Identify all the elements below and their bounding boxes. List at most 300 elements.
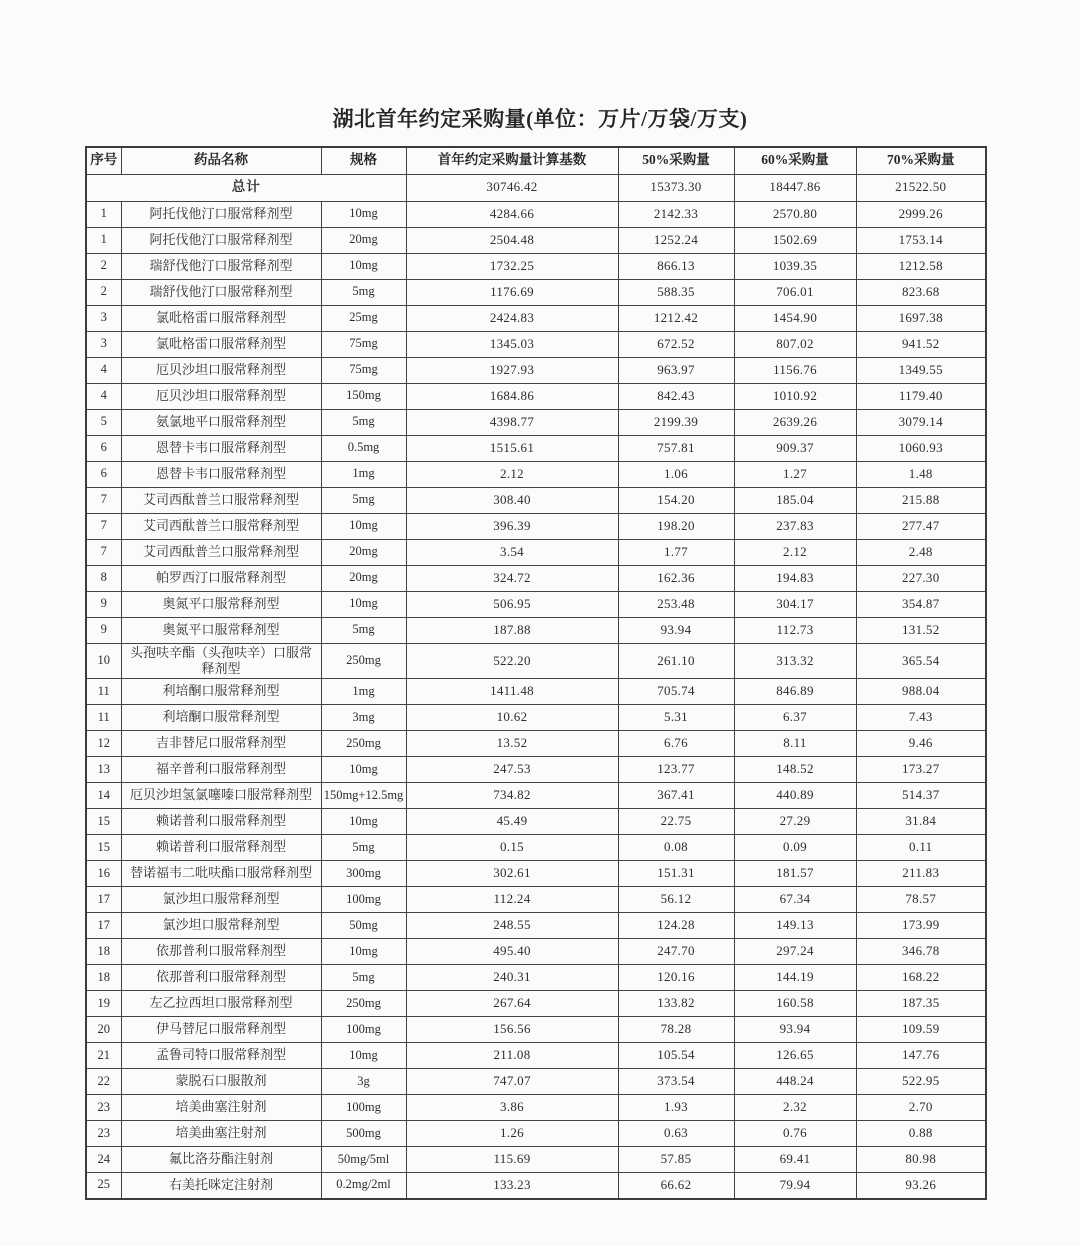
cell-60pct-volume: 1039.35 (734, 253, 856, 279)
cell-spec: 20mg (321, 227, 406, 253)
cell-spec: 20mg (321, 539, 406, 565)
cell-60pct-volume: 1454.90 (734, 305, 856, 331)
cell-spec: 10mg (321, 201, 406, 227)
cell-70pct-volume: 941.52 (856, 331, 986, 357)
cell-drug-name: 帕罗西汀口服常释剂型 (121, 565, 321, 591)
cell-60pct-volume: 1.27 (734, 461, 856, 487)
table-row (86, 591, 986, 617)
cell-drug-name: 厄贝沙坦口服常释剂型 (121, 383, 321, 409)
cell-spec: 20mg (321, 565, 406, 591)
cell-spec: 5mg (321, 279, 406, 305)
table-row (86, 643, 986, 679)
cell-50pct-volume: 93.94 (618, 617, 734, 643)
cell-drug-name: 阿托伐他汀口服常释剂型 (121, 227, 321, 253)
cell-70pct-volume: 93.26 (856, 1173, 986, 1199)
cell-base-volume: 4284.66 (406, 201, 618, 227)
table-body (86, 174, 986, 1199)
table-row (86, 1121, 986, 1147)
table-row (86, 305, 986, 331)
cell-base-volume: 1345.03 (406, 331, 618, 357)
cell-70pct-volume: 168.22 (856, 965, 986, 991)
cell-drug-name: 艾司西酞普兰口服常释剂型 (121, 539, 321, 565)
cell-50pct-volume: 253.48 (618, 591, 734, 617)
cell-60pct-volume: 160.58 (734, 991, 856, 1017)
cell-50pct-volume: 57.85 (618, 1147, 734, 1173)
cell-serial-number: 3 (86, 331, 121, 357)
table-row (86, 1043, 986, 1069)
cell-drug-name: 培美曲塞注射剂 (121, 1095, 321, 1121)
cell-base-volume: 747.07 (406, 1069, 618, 1095)
cell-70pct-volume: 1753.14 (856, 227, 986, 253)
cell-60pct-volume: 93.94 (734, 1017, 856, 1043)
cell-60pct-volume: 67.34 (734, 887, 856, 913)
cell-drug-name: 右美托咪定注射剂 (121, 1173, 321, 1199)
cell-60pct-volume: 1156.76 (734, 357, 856, 383)
cell-base-volume: 1411.48 (406, 679, 618, 705)
cell-spec: 3mg (321, 705, 406, 731)
table-row (86, 201, 986, 227)
cell-60pct-volume: 1010.92 (734, 383, 856, 409)
cell-spec: 75mg (321, 357, 406, 383)
table-row (86, 1017, 986, 1043)
cell-50pct-volume: 154.20 (618, 487, 734, 513)
table-row (86, 279, 986, 305)
cell-50pct-volume: 56.12 (618, 887, 734, 913)
cell-60pct-volume: 27.29 (734, 809, 856, 835)
cell-serial-number: 2 (86, 279, 121, 305)
cell-50pct-volume: 373.54 (618, 1069, 734, 1095)
cell-60pct-volume: 126.65 (734, 1043, 856, 1069)
cell-60pct-volume: 440.89 (734, 783, 856, 809)
table-row (86, 383, 986, 409)
cell-70pct-volume: 2.48 (856, 539, 986, 565)
cell-drug-name: 吉非替尼口服常释剂型 (121, 731, 321, 757)
cell-serial-number: 17 (86, 887, 121, 913)
cell-60pct-volume: 112.73 (734, 617, 856, 643)
cell-drug-name: 依那普利口服常释剂型 (121, 939, 321, 965)
cell-serial-number: 4 (86, 383, 121, 409)
cell-serial-number: 24 (86, 1147, 121, 1173)
cell-spec: 5mg (321, 965, 406, 991)
cell-serial-number: 7 (86, 513, 121, 539)
table-row (86, 487, 986, 513)
cell-serial-number: 19 (86, 991, 121, 1017)
table-row (86, 331, 986, 357)
cell-70pct-volume: 80.98 (856, 1147, 986, 1173)
cell-drug-name: 福辛普利口服常释剂型 (121, 757, 321, 783)
table-row (86, 887, 986, 913)
cell-50pct-volume: 120.16 (618, 965, 734, 991)
cell-spec: 10mg (321, 591, 406, 617)
cell-70pct-volume: 2.70 (856, 1095, 986, 1121)
cell-serial-number: 3 (86, 305, 121, 331)
cell-60pct-volume: 69.41 (734, 1147, 856, 1173)
cell-50pct-volume: 1.77 (618, 539, 734, 565)
cell-70pct-volume: 354.87 (856, 591, 986, 617)
cell-base-volume: 1732.25 (406, 253, 618, 279)
cell-60pct-volume: 313.32 (734, 643, 856, 679)
cell-serial-number: 9 (86, 591, 121, 617)
cell-50pct-volume: 6.76 (618, 731, 734, 757)
cell-50pct-volume: 247.70 (618, 939, 734, 965)
cell-spec: 10mg (321, 809, 406, 835)
total-row (86, 174, 986, 201)
cell-serial-number: 6 (86, 461, 121, 487)
cell-60pct-volume: 304.17 (734, 591, 856, 617)
cell-drug-name: 艾司西酞普兰口服常释剂型 (121, 513, 321, 539)
cell-base-volume: 115.69 (406, 1147, 618, 1173)
cell-50pct-volume: 367.41 (618, 783, 734, 809)
cell-70pct-volume: 823.68 (856, 279, 986, 305)
table-header (86, 147, 986, 174)
col-header-base-volume: 首年约定采购量计算基数 (406, 147, 618, 174)
cell-drug-name: 头孢呋辛酯（头孢呋辛）口服常释剂型 (121, 643, 321, 679)
cell-base-volume: 4398.77 (406, 409, 618, 435)
cell-spec: 250mg (321, 731, 406, 757)
cell-drug-name: 左乙拉西坦口服常释剂型 (121, 991, 321, 1017)
cell-50pct-volume: 842.43 (618, 383, 734, 409)
cell-serial-number: 18 (86, 965, 121, 991)
cell-serial-number: 7 (86, 539, 121, 565)
cell-70pct-volume: 522.95 (856, 1069, 986, 1095)
cell-serial-number: 15 (86, 835, 121, 861)
cell-total-70pct: 21522.50 (856, 174, 986, 201)
cell-drug-name: 氯吡格雷口服常释剂型 (121, 331, 321, 357)
cell-60pct-volume: 144.19 (734, 965, 856, 991)
cell-serial-number: 11 (86, 679, 121, 705)
cell-spec: 3g (321, 1069, 406, 1095)
cell-50pct-volume: 22.75 (618, 809, 734, 835)
cell-70pct-volume: 227.30 (856, 565, 986, 591)
cell-50pct-volume: 672.52 (618, 331, 734, 357)
cell-50pct-volume: 198.20 (618, 513, 734, 539)
cell-base-volume: 308.40 (406, 487, 618, 513)
cell-spec: 0.2mg/2ml (321, 1173, 406, 1199)
cell-60pct-volume: 237.83 (734, 513, 856, 539)
col-header-70pct-volume: 70%采购量 (856, 147, 986, 174)
cell-drug-name: 恩替卡韦口服常释剂型 (121, 461, 321, 487)
cell-serial-number: 17 (86, 913, 121, 939)
cell-base-volume: 506.95 (406, 591, 618, 617)
cell-serial-number: 22 (86, 1069, 121, 1095)
table-row (86, 617, 986, 643)
cell-spec: 50mg (321, 913, 406, 939)
cell-60pct-volume: 909.37 (734, 435, 856, 461)
col-header-50pct-volume: 50%采购量 (618, 147, 734, 174)
cell-spec: 100mg (321, 1017, 406, 1043)
cell-serial-number: 10 (86, 643, 121, 679)
cell-spec: 5mg (321, 409, 406, 435)
cell-drug-name: 奥氮平口服常释剂型 (121, 591, 321, 617)
cell-base-volume: 3.86 (406, 1095, 618, 1121)
cell-drug-name: 厄贝沙坦口服常释剂型 (121, 357, 321, 383)
cell-50pct-volume: 0.08 (618, 835, 734, 861)
cell-60pct-volume: 1502.69 (734, 227, 856, 253)
cell-drug-name: 氟比洛芬酯注射剂 (121, 1147, 321, 1173)
cell-base-volume: 45.49 (406, 809, 618, 835)
cell-base-volume: 522.20 (406, 643, 618, 679)
cell-70pct-volume: 215.88 (856, 487, 986, 513)
cell-60pct-volume: 149.13 (734, 913, 856, 939)
cell-serial-number: 12 (86, 731, 121, 757)
cell-drug-name: 瑞舒伐他汀口服常释剂型 (121, 279, 321, 305)
cell-70pct-volume: 147.76 (856, 1043, 986, 1069)
cell-drug-name: 利培酮口服常释剂型 (121, 679, 321, 705)
cell-60pct-volume: 185.04 (734, 487, 856, 513)
cell-70pct-volume: 1349.55 (856, 357, 986, 383)
cell-base-volume: 2424.83 (406, 305, 618, 331)
table-row (86, 1069, 986, 1095)
cell-serial-number: 14 (86, 783, 121, 809)
cell-drug-name: 奥氮平口服常释剂型 (121, 617, 321, 643)
cell-serial-number: 25 (86, 1173, 121, 1199)
cell-70pct-volume: 3079.14 (856, 409, 986, 435)
cell-70pct-volume: 346.78 (856, 939, 986, 965)
cell-50pct-volume: 757.81 (618, 435, 734, 461)
cell-50pct-volume: 78.28 (618, 1017, 734, 1043)
cell-serial-number: 20 (86, 1017, 121, 1043)
cell-spec: 25mg (321, 305, 406, 331)
cell-spec: 5mg (321, 835, 406, 861)
cell-60pct-volume: 807.02 (734, 331, 856, 357)
table-row (86, 1095, 986, 1121)
cell-70pct-volume: 109.59 (856, 1017, 986, 1043)
cell-50pct-volume: 2142.33 (618, 201, 734, 227)
cell-base-volume: 187.88 (406, 617, 618, 643)
cell-50pct-volume: 162.36 (618, 565, 734, 591)
cell-drug-name: 蒙脱石口服散剂 (121, 1069, 321, 1095)
cell-serial-number: 9 (86, 617, 121, 643)
cell-drug-name: 替诺福韦二吡呋酯口服常释剂型 (121, 861, 321, 887)
cell-serial-number: 4 (86, 357, 121, 383)
table-row (86, 913, 986, 939)
cell-60pct-volume: 0.09 (734, 835, 856, 861)
cell-60pct-volume: 181.57 (734, 861, 856, 887)
cell-70pct-volume: 0.11 (856, 835, 986, 861)
table-row (86, 357, 986, 383)
cell-base-volume: 10.62 (406, 705, 618, 731)
cell-drug-name: 氨氯地平口服常释剂型 (121, 409, 321, 435)
cell-serial-number: 1 (86, 201, 121, 227)
table-row (86, 513, 986, 539)
cell-70pct-volume: 277.47 (856, 513, 986, 539)
cell-spec: 0.5mg (321, 435, 406, 461)
cell-base-volume: 13.52 (406, 731, 618, 757)
cell-serial-number: 6 (86, 435, 121, 461)
cell-base-volume: 2.12 (406, 461, 618, 487)
cell-70pct-volume: 1.48 (856, 461, 986, 487)
cell-60pct-volume: 2639.26 (734, 409, 856, 435)
cell-base-volume: 1176.69 (406, 279, 618, 305)
cell-drug-name: 赖诺普利口服常释剂型 (121, 809, 321, 835)
cell-spec: 10mg (321, 513, 406, 539)
cell-serial-number: 11 (86, 705, 121, 731)
cell-spec: 5mg (321, 487, 406, 513)
cell-drug-name: 氯沙坦口服常释剂型 (121, 913, 321, 939)
cell-spec: 50mg/5ml (321, 1147, 406, 1173)
cell-70pct-volume: 31.84 (856, 809, 986, 835)
cell-base-volume: 0.15 (406, 835, 618, 861)
cell-base-volume: 247.53 (406, 757, 618, 783)
cell-drug-name: 厄贝沙坦氢氯噻嗪口服常释剂型 (121, 783, 321, 809)
cell-spec: 150mg+12.5mg (321, 783, 406, 809)
cell-drug-name: 孟鲁司特口服常释剂型 (121, 1043, 321, 1069)
cell-serial-number: 7 (86, 487, 121, 513)
cell-base-volume: 1927.93 (406, 357, 618, 383)
procurement-table (85, 146, 987, 1200)
cell-50pct-volume: 105.54 (618, 1043, 734, 1069)
cell-spec: 100mg (321, 1095, 406, 1121)
cell-50pct-volume: 963.97 (618, 357, 734, 383)
cell-base-volume: 112.24 (406, 887, 618, 913)
cell-70pct-volume: 0.88 (856, 1121, 986, 1147)
cell-70pct-volume: 1060.93 (856, 435, 986, 461)
cell-50pct-volume: 1252.24 (618, 227, 734, 253)
cell-base-volume: 302.61 (406, 861, 618, 887)
cell-60pct-volume: 297.24 (734, 939, 856, 965)
cell-60pct-volume: 2.12 (734, 539, 856, 565)
cell-base-volume: 156.56 (406, 1017, 618, 1043)
cell-base-volume: 3.54 (406, 539, 618, 565)
cell-60pct-volume: 2570.80 (734, 201, 856, 227)
table-row (86, 461, 986, 487)
cell-70pct-volume: 2999.26 (856, 201, 986, 227)
cell-50pct-volume: 124.28 (618, 913, 734, 939)
cell-50pct-volume: 2199.39 (618, 409, 734, 435)
cell-drug-name: 赖诺普利口服常释剂型 (121, 835, 321, 861)
cell-60pct-volume: 846.89 (734, 679, 856, 705)
header-row (86, 147, 986, 174)
cell-spec: 10mg (321, 939, 406, 965)
cell-50pct-volume: 1.06 (618, 461, 734, 487)
cell-serial-number: 15 (86, 809, 121, 835)
cell-70pct-volume: 9.46 (856, 731, 986, 757)
table-row (86, 253, 986, 279)
cell-60pct-volume: 6.37 (734, 705, 856, 731)
cell-serial-number: 23 (86, 1095, 121, 1121)
table-row (86, 435, 986, 461)
table-row (86, 731, 986, 757)
cell-spec: 250mg (321, 643, 406, 679)
cell-70pct-volume: 173.99 (856, 913, 986, 939)
cell-60pct-volume: 0.76 (734, 1121, 856, 1147)
col-header-60pct-volume: 60%采购量 (734, 147, 856, 174)
cell-50pct-volume: 588.35 (618, 279, 734, 305)
table-row (86, 783, 986, 809)
cell-base-volume: 1515.61 (406, 435, 618, 461)
cell-total-50pct: 15373.30 (618, 174, 734, 201)
cell-60pct-volume: 448.24 (734, 1069, 856, 1095)
cell-drug-name: 瑞舒伐他汀口服常释剂型 (121, 253, 321, 279)
cell-50pct-volume: 5.31 (618, 705, 734, 731)
cell-70pct-volume: 514.37 (856, 783, 986, 809)
cell-drug-name: 恩替卡韦口服常释剂型 (121, 435, 321, 461)
cell-serial-number: 18 (86, 939, 121, 965)
cell-spec: 300mg (321, 861, 406, 887)
cell-70pct-volume: 78.57 (856, 887, 986, 913)
table-row (86, 679, 986, 705)
cell-drug-name: 氯沙坦口服常释剂型 (121, 887, 321, 913)
cell-70pct-volume: 211.83 (856, 861, 986, 887)
cell-50pct-volume: 866.13 (618, 253, 734, 279)
cell-drug-name: 利培酮口服常释剂型 (121, 705, 321, 731)
cell-spec: 1mg (321, 461, 406, 487)
cell-50pct-volume: 1212.42 (618, 305, 734, 331)
cell-drug-name: 培美曲塞注射剂 (121, 1121, 321, 1147)
cell-spec: 10mg (321, 757, 406, 783)
cell-70pct-volume: 7.43 (856, 705, 986, 731)
cell-spec: 150mg (321, 383, 406, 409)
cell-spec: 75mg (321, 331, 406, 357)
cell-spec: 10mg (321, 1043, 406, 1069)
cell-60pct-volume: 194.83 (734, 565, 856, 591)
cell-50pct-volume: 151.31 (618, 861, 734, 887)
cell-base-volume: 1.26 (406, 1121, 618, 1147)
cell-drug-name: 艾司西酞普兰口服常释剂型 (121, 487, 321, 513)
cell-spec: 10mg (321, 253, 406, 279)
cell-spec: 250mg (321, 991, 406, 1017)
cell-serial-number: 23 (86, 1121, 121, 1147)
cell-drug-name: 伊马替尼口服常释剂型 (121, 1017, 321, 1043)
cell-70pct-volume: 1179.40 (856, 383, 986, 409)
cell-50pct-volume: 1.93 (618, 1095, 734, 1121)
cell-total-base-volume: 30746.42 (406, 174, 618, 201)
table-row (86, 1173, 986, 1199)
cell-spec: 500mg (321, 1121, 406, 1147)
cell-base-volume: 324.72 (406, 565, 618, 591)
cell-drug-name: 氯吡格雷口服常释剂型 (121, 305, 321, 331)
cell-70pct-volume: 988.04 (856, 679, 986, 705)
table-row (86, 939, 986, 965)
cell-serial-number: 2 (86, 253, 121, 279)
cell-70pct-volume: 1212.58 (856, 253, 986, 279)
cell-70pct-volume: 131.52 (856, 617, 986, 643)
cell-base-volume: 2504.48 (406, 227, 618, 253)
table-row (86, 705, 986, 731)
cell-spec: 1mg (321, 679, 406, 705)
cell-50pct-volume: 133.82 (618, 991, 734, 1017)
cell-base-volume: 248.55 (406, 913, 618, 939)
cell-drug-name: 依那普利口服常释剂型 (121, 965, 321, 991)
cell-total-60pct: 18447.86 (734, 174, 856, 201)
page-title: 湖北首年约定采购量(单位：万片/万袋/万支) (332, 107, 748, 131)
cell-base-volume: 1684.86 (406, 383, 618, 409)
cell-60pct-volume: 2.32 (734, 1095, 856, 1121)
cell-base-volume: 240.31 (406, 965, 618, 991)
cell-serial-number: 16 (86, 861, 121, 887)
cell-60pct-volume: 8.11 (734, 731, 856, 757)
cell-70pct-volume: 1697.38 (856, 305, 986, 331)
cell-base-volume: 396.39 (406, 513, 618, 539)
cell-70pct-volume: 173.27 (856, 757, 986, 783)
col-header-serial-number: 序号 (86, 147, 121, 174)
cell-50pct-volume: 0.63 (618, 1121, 734, 1147)
cell-70pct-volume: 187.35 (856, 991, 986, 1017)
table-row (86, 409, 986, 435)
cell-base-volume: 734.82 (406, 783, 618, 809)
cell-serial-number: 1 (86, 227, 121, 253)
table-row (86, 809, 986, 835)
cell-serial-number: 5 (86, 409, 121, 435)
cell-50pct-volume: 705.74 (618, 679, 734, 705)
cell-spec: 5mg (321, 617, 406, 643)
cell-60pct-volume: 706.01 (734, 279, 856, 305)
cell-serial-number: 8 (86, 565, 121, 591)
cell-base-volume: 211.08 (406, 1043, 618, 1069)
cell-base-volume: 267.64 (406, 991, 618, 1017)
cell-50pct-volume: 123.77 (618, 757, 734, 783)
col-header-drug-name: 药品名称 (121, 147, 321, 174)
